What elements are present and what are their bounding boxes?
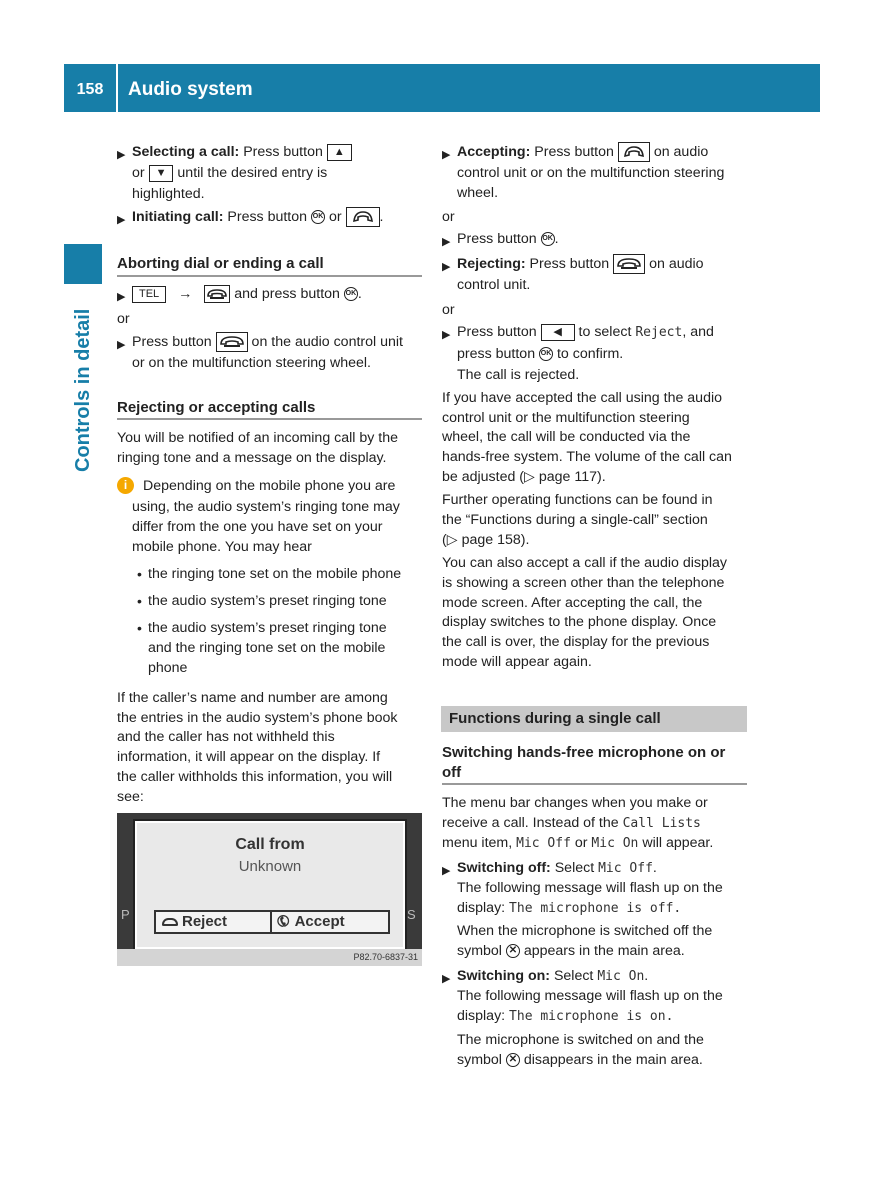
step-arrow-icon: ▶ [442, 236, 451, 248]
step-text: symbol ✕ disappears in the main area. [457, 1052, 703, 1068]
step-text: display: The microphone is on. [457, 1008, 674, 1024]
step-initiating-call: Initiating call: Press button OK or . [132, 207, 383, 227]
paragraph-line: see: [117, 789, 144, 805]
heading-rejecting: Rejecting or accepting calls [117, 399, 316, 416]
dialog-buttons [154, 910, 390, 934]
button-divider [270, 912, 272, 932]
info-line: mobile phone. You may hear [132, 539, 312, 555]
step-result: The call is rejected. [457, 367, 580, 383]
step-text: highlighted. [132, 186, 205, 202]
paragraph-line: The menu bar changes when you make or [442, 795, 708, 811]
heading-rule [117, 418, 422, 420]
paragraph-line: mode will appear again. [442, 654, 592, 670]
heading-aborting: Aborting dial or ending a call [117, 255, 324, 272]
step-text: When the microphone is switched off the [457, 923, 713, 939]
phone-end-icon [216, 332, 248, 352]
side-chapter-label: Controls in detail [72, 308, 94, 472]
paragraph-line: (▷ page 158). [442, 532, 530, 548]
paragraph-line: hands-free system. The volume of the call can [442, 449, 732, 465]
step-arrow-icon: ▶ [117, 149, 126, 161]
paragraph-line: menu item, Mic Off or Mic On will appear. [442, 835, 714, 851]
paragraph-line: receive a call. Instead of the Call Lists [442, 815, 701, 831]
step-text: control unit or on the multifunction steering [457, 165, 725, 181]
step-arrow-icon: ▶ [442, 865, 451, 877]
header-divider [116, 64, 118, 112]
screen-edge-text: S [407, 907, 416, 922]
ok-button-icon: OK [311, 210, 325, 224]
step-text: control unit. [457, 277, 531, 293]
bullet-icon: • [137, 620, 142, 636]
step-arrow-icon: ▶ [117, 339, 126, 351]
or-text: or [442, 209, 455, 225]
step-arrow-icon: ▶ [117, 214, 126, 226]
tel-key-icon: TEL [132, 286, 166, 303]
phone-accept-icon: ✆ [273, 911, 295, 933]
paragraph-line: You can also accept a call if the audio display [442, 555, 727, 571]
reject-softkey: Reject [162, 912, 227, 932]
step-selecting-call: Selecting a call: Press button ▲ [132, 142, 352, 162]
phone-end-icon [613, 254, 645, 274]
paragraph-line: control unit or the multifunction steering [442, 410, 690, 426]
section-title: Audio system [128, 79, 253, 100]
paragraph-line: be adjusted (▷ page 117). [442, 469, 606, 485]
paragraph-line: the “Functions during a single-call” section [442, 512, 708, 528]
step-text: The following message will flash up on the [457, 880, 723, 896]
section-heading-bar [441, 706, 747, 732]
paragraph-line: mode screen. After accepting the call, the [442, 595, 703, 611]
paragraph-line: the call is over, the display for the previous [442, 634, 710, 650]
step-arrow-icon: ▶ [117, 291, 126, 303]
paragraph-line: If the caller’s name and number are among [117, 690, 388, 706]
dialog-caller: Unknown [238, 858, 302, 875]
paragraph-line: the entries in the audio system’s phone book [117, 710, 398, 726]
down-key-icon: ▼ [149, 165, 174, 182]
heading-rule [117, 275, 422, 277]
step-press-left: Press button ◀ to select Reject, and [457, 324, 714, 340]
paragraph-line: information, it will appear on the display. If [117, 749, 381, 765]
info-icon: i [117, 477, 134, 494]
phone-accept-icon [346, 207, 380, 227]
paragraph-line: Further operating functions can be found in [442, 492, 713, 508]
display-screenshot [117, 813, 422, 966]
screen-edge-text: P [121, 907, 130, 922]
left-key-icon: ◀ [541, 324, 575, 341]
heading-switching: Switching hands-free microphone on or [442, 744, 726, 761]
step-press-end: Press button on the audio control unit [132, 332, 403, 352]
paragraph-line: the caller withholds this information, you will [117, 769, 393, 785]
step-text: or on the multifunction steering wheel. [132, 355, 371, 371]
paragraph-line: and the caller has not withheld this [117, 729, 335, 745]
bullet-item: the ringing tone set on the mobile phone [148, 566, 402, 582]
page-header [64, 64, 820, 112]
phone-end-icon [204, 285, 230, 303]
step-arrow-icon: ▶ [442, 329, 451, 341]
heading-rule [442, 783, 747, 785]
info-line: differ from the one you have set on your [132, 519, 383, 535]
step-text: The following message will flash up on the [457, 988, 723, 1004]
side-tab-marker [64, 244, 102, 284]
phone-accept-icon [618, 142, 650, 162]
step-press-ok: Press button OK . [457, 231, 559, 247]
figure-caption: P82.70-6837-31 [353, 952, 418, 962]
bullet-item: the audio system’s preset ringing tone [148, 620, 387, 636]
bullet-item: phone [148, 660, 188, 676]
ok-button-icon: OK [541, 232, 555, 246]
phone-end-icon [162, 918, 178, 926]
step-text: symbol ✕ appears in the main area. [457, 943, 685, 959]
figure-caption-bar [117, 949, 422, 966]
up-key-icon: ▲ [327, 144, 352, 161]
paragraph-line: is showing a screen other than the telephone [442, 575, 725, 591]
step-accepting: Accepting: Press button on audio [457, 142, 708, 162]
dialog-title: Call from [235, 836, 305, 853]
bullet-icon: • [137, 566, 142, 582]
paragraph-line: display switches to the phone display. Once [442, 614, 717, 630]
heading-switching: off [442, 764, 462, 781]
ok-button-icon: OK [344, 287, 358, 301]
section-heading: Functions during a single call [449, 710, 661, 727]
or-text: or [442, 302, 455, 318]
step-text: or ▼ until the desired entry is [132, 165, 328, 181]
step-arrow-icon: ▶ [442, 261, 451, 273]
page-number: 158 [76, 81, 104, 98]
paragraph-line: ringing tone and a message on the display. [117, 450, 387, 466]
paragraph-line: wheel, the call will be conducted via the [442, 429, 691, 445]
step-text: The microphone is switched on and the [457, 1032, 704, 1048]
step-arrow-icon: ▶ [442, 149, 451, 161]
ok-button-icon: OK [539, 347, 553, 361]
mic-muted-icon: ✕ [506, 1053, 520, 1067]
step-arrow-icon: ▶ [442, 973, 451, 985]
info-line: using, the audio system’s ringing tone may [132, 499, 400, 515]
bullet-item: and the ringing tone set on the mobile [148, 640, 386, 656]
step-text: wheel. [457, 185, 499, 201]
step-tel: TEL → and press button OK . [132, 284, 362, 304]
bullet-item: the audio system’s preset ringing tone [148, 593, 387, 609]
step-text: press button OK to confirm. [457, 346, 624, 362]
step-text: display: The microphone is off. [457, 900, 682, 916]
mic-muted-icon: ✕ [506, 944, 520, 958]
step-rejecting: Rejecting: Press button on audio [457, 254, 704, 274]
step-switch-off: Switching off: Select Mic Off. [457, 860, 657, 876]
paragraph-line: If you have accepted the call using the audio [442, 390, 723, 406]
call-dialog [135, 821, 405, 949]
or-text: or [117, 311, 130, 327]
bullet-icon: • [137, 593, 142, 609]
step-switch-on: Switching on: Select Mic On. [457, 968, 649, 984]
accept-softkey: ✆Accept [273, 911, 345, 933]
paragraph-line: You will be notified of an incoming call by the [117, 430, 399, 446]
info-line: Depending on the mobile phone you are [143, 478, 396, 494]
